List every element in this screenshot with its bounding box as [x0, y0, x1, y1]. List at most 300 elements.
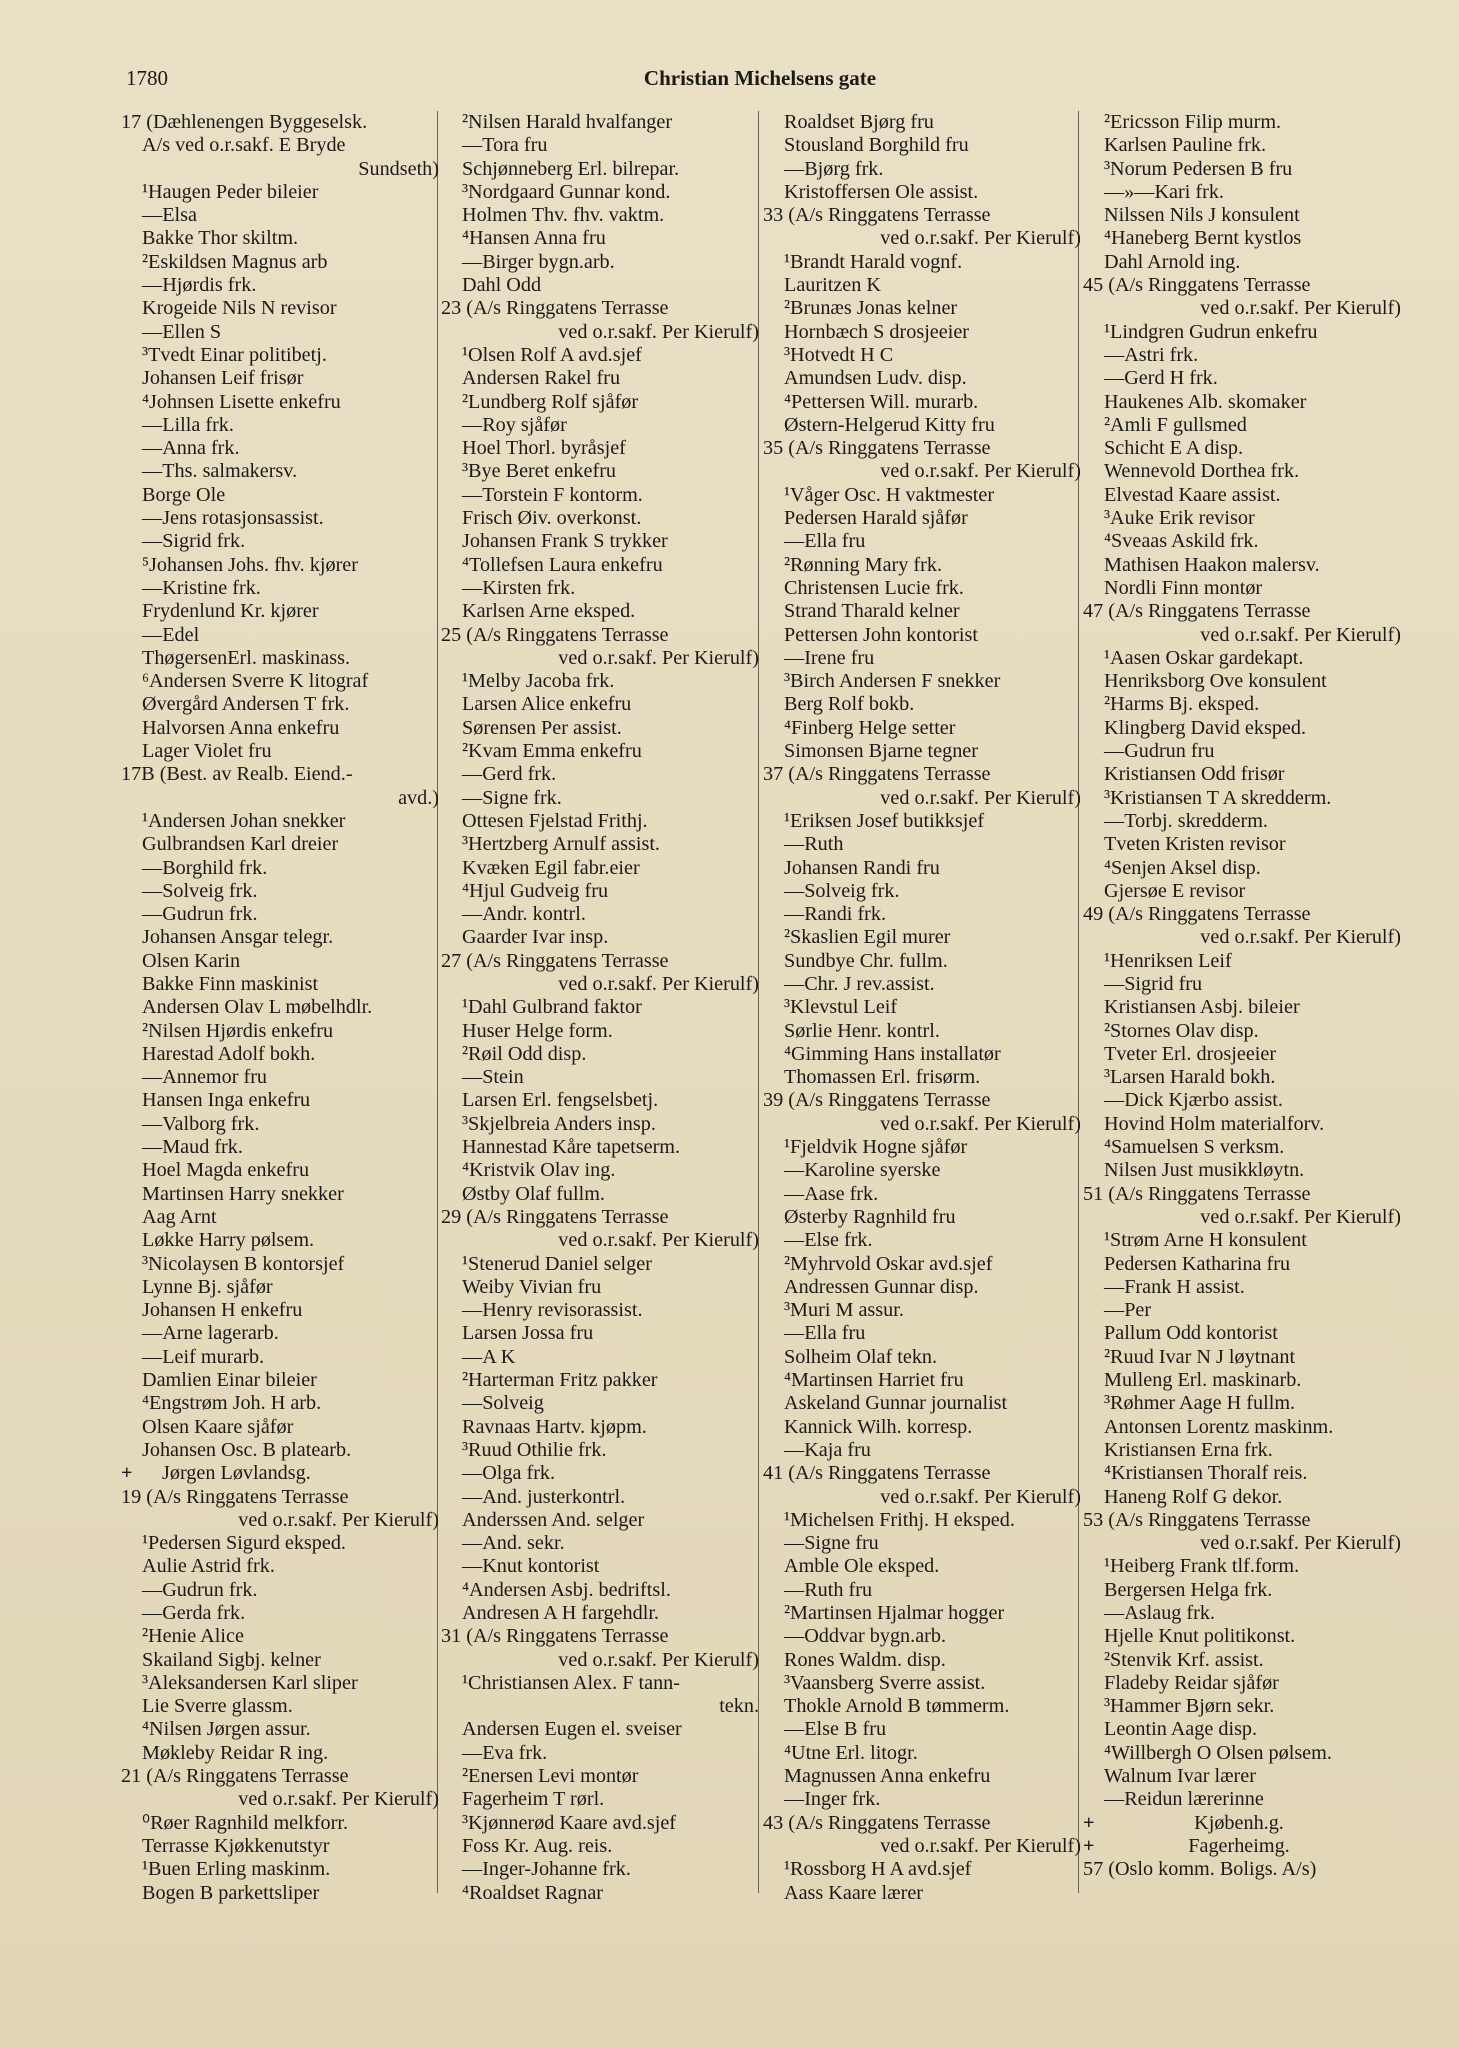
resident-entry: ²Nilsen Harald hvalfanger	[462, 111, 673, 133]
resident-entry: Østern-Helgerud Kitty fru	[784, 413, 995, 436]
resident-entry: —Irene fru	[784, 646, 875, 669]
resident-entry: —Ella fru	[784, 1322, 866, 1345]
resident-entry: ²Skaslien Egil murer	[784, 926, 951, 949]
resident-entry: Kannick Wilh. korresp.	[784, 1415, 973, 1438]
resident-entry: Wennevold Dorthea frk.	[1104, 460, 1300, 483]
owner-continuation: ved o.r.sakf. Per Kierulf)	[558, 972, 759, 995]
resident-entry: ⁴Kristiansen Thoralf reis.	[1104, 1462, 1308, 1485]
column-4	[1083, 111, 1401, 1882]
resident-entry: Lynne Bj. sjåfør	[142, 1275, 273, 1298]
resident-entry: ²Nilsen Hjørdis enkefru	[142, 1019, 334, 1042]
resident-entry: ³Muri M assur.	[784, 1299, 904, 1322]
resident-entry: ¹Heiberg Frank tlf.form.	[1104, 1555, 1300, 1578]
resident-entry: ²Amli F gullsmed	[1104, 413, 1247, 436]
resident-entry: Pallum Odd kontorist	[1104, 1322, 1278, 1345]
resident-entry: —Else B fru	[784, 1718, 887, 1741]
resident-entry: Karlsen Arne eksped.	[462, 600, 636, 623]
resident-entry: Pettersen John kontorist	[784, 623, 979, 646]
address-heading: 47 (A/s Ringgatens Terrasse	[1083, 600, 1311, 623]
resident-entry: Nordli Finn montør	[1104, 576, 1263, 599]
resident-entry: Ravnaas Hartv. kjøpm.	[462, 1415, 647, 1438]
resident-entry: —Else frk.	[784, 1229, 873, 1252]
resident-entry: ²Røil Odd disp.	[462, 1042, 587, 1065]
address-heading: 45 (A/s Ringgatens Terrasse	[1083, 274, 1311, 297]
resident-entry: Aulie Astrid frk.	[142, 1555, 275, 1578]
resident-entry: —Gerd H frk.	[1104, 367, 1218, 390]
resident-entry: —Bjørg frk.	[784, 157, 884, 180]
resident-entry: Andersen Rakel fru	[462, 367, 621, 390]
resident-entry: ⁴Tollefsen Laura enkefru	[462, 553, 663, 576]
resident-entry: ³Nordgaard Gunnar kond.	[462, 180, 671, 203]
resident-entry: —»—Kari frk.	[1104, 180, 1224, 203]
resident-entry: ¹Buen Erling maskinm.	[142, 1858, 331, 1881]
resident-entry: ¹Rossborg H A avd.sjef	[784, 1858, 972, 1881]
resident-entry: Aag Arnt	[142, 1205, 217, 1228]
resident-entry: Larsen Jossa fru	[462, 1322, 594, 1345]
resident-entry: Foss Kr. Aug. reis.	[462, 1834, 613, 1857]
resident-entry: Haneng Rolf G dekor.	[1104, 1485, 1283, 1508]
resident-entry: ⁴Andersen Asbj. bedriftsl.	[462, 1578, 671, 1601]
owner-continuation: ved o.r.sakf. Per Kierulf)	[1200, 926, 1401, 949]
resident-entry: Fagerheim T rørl.	[462, 1788, 605, 1811]
column-3	[763, 111, 1081, 1905]
resident-entry: Møkleby Reidar R ing.	[142, 1741, 329, 1764]
address-heading: 53 (A/s Ringgatens Terrasse	[1083, 1508, 1311, 1531]
resident-entry: ³Nicolaysen B kontorsjef	[142, 1252, 345, 1275]
resident-entry: ³Birch Andersen F snekker	[784, 670, 1001, 693]
resident-entry: ²Rønning Mary frk.	[784, 553, 943, 576]
resident-entry: Martinsen Harry snekker	[142, 1182, 344, 1205]
resident-entry: —Signe frk.	[462, 786, 562, 809]
resident-entry: —Karoline syerske	[784, 1159, 941, 1182]
resident-entry: Halvorsen Anna enkefru	[142, 716, 340, 739]
resident-entry: —Arne lagerarb.	[142, 1322, 279, 1345]
resident-entry: —Frank H assist.	[1104, 1275, 1245, 1298]
resident-entry: Ottesen Fjelstad Frithj.	[462, 809, 648, 832]
resident-entry: —Borghild frk.	[142, 856, 268, 879]
resident-entry: Askeland Gunnar journalist	[784, 1392, 1008, 1415]
resident-entry: Sørensen Per assist.	[462, 716, 622, 739]
resident-entry: —Dick Kjærbo assist.	[1104, 1089, 1283, 1112]
resident-entry: ³Norum Pedersen B fru	[1104, 157, 1293, 180]
resident-entry: —Gerda frk.	[142, 1602, 246, 1624]
owner-continuation: ved o.r.sakf. Per Kierulf)	[1200, 1205, 1401, 1228]
resident-entry: ³Røhmer Aage H fullm.	[1104, 1392, 1296, 1415]
resident-entry: Lie Sverre glassm.	[142, 1695, 293, 1718]
address-heading: 29 (A/s Ringgatens Terrasse	[441, 1205, 669, 1228]
resident-entry: Borge Ole	[142, 483, 226, 506]
address-heading: 27 (A/s Ringgatens Terrasse	[441, 949, 669, 972]
cross-street-name: Jørgen Løvlandsg.	[162, 1462, 311, 1485]
resident-entry: ²Brunæs Jonas kelner	[784, 297, 958, 320]
owner-continuation: ved o.r.sakf. Per Kierulf)	[880, 460, 1081, 483]
resident-entry: Haukenes Alb. skomaker	[1104, 390, 1307, 413]
resident-entry: ¹Melby Jacoba frk.	[462, 670, 615, 693]
resident-entry: Kristiansen Erna frk.	[1104, 1438, 1273, 1461]
resident-entry: Henriksborg Ove konsulent	[1104, 670, 1327, 693]
resident-entry: ³Tvedt Einar politibetj.	[142, 343, 327, 366]
address-heading: 37 (A/s Ringgatens Terrasse	[763, 763, 991, 786]
address-heading: 23 (A/s Ringgatens Terrasse	[441, 297, 669, 320]
resident-entry: —Lilla frk.	[142, 413, 234, 436]
resident-entry: Huser Helge form.	[462, 1019, 613, 1042]
resident-entry: Thomassen Erl. frisørm.	[784, 1066, 981, 1089]
resident-entry: —Reidun lærerinne	[1104, 1788, 1264, 1811]
resident-entry: ³Hammer Bjørn sekr.	[1104, 1695, 1275, 1718]
resident-entry: ThøgersenErl. maskinass.	[142, 646, 350, 669]
resident-entry: —Aslaug frk.	[1104, 1602, 1216, 1624]
resident-entry: ²Harms Bj. eksped.	[1104, 693, 1260, 716]
resident-entry: Frisch Øiv. overkonst.	[462, 507, 642, 530]
resident-entry: —Signe fru	[784, 1532, 879, 1555]
resident-entry: —Henry revisorassist.	[462, 1299, 643, 1322]
resident-entry: —Kaja fru	[784, 1438, 871, 1461]
resident-entry: ¹Stenerud Daniel selger	[462, 1252, 652, 1275]
resident-entry: Antonsen Lorentz maskinm.	[1104, 1415, 1334, 1438]
resident-entry: Hjelle Knut politikonst.	[1104, 1625, 1296, 1648]
resident-entry: Amble Ole eksped.	[784, 1555, 940, 1578]
resident-entry: Østby Olaf fullm.	[462, 1182, 605, 1205]
resident-entry: ²Stornes Olav disp.	[1104, 1019, 1259, 1042]
owner-continuation: tekn.	[719, 1695, 759, 1718]
resident-entry: ¹Lindgren Gudrun enkefru	[1104, 320, 1318, 343]
resident-entry: —Andr. kontrl.	[462, 903, 586, 926]
resident-entry: ²Martinsen Hjalmar hogger	[784, 1602, 1005, 1624]
address-heading: 57 (Oslo komm. Boligs. A/s)	[1083, 1858, 1317, 1881]
resident-entry: —Roy sjåfør	[462, 413, 567, 436]
resident-entry: ¹Aasen Oskar gardekapt.	[1104, 646, 1304, 669]
resident-entry: —Per	[1104, 1299, 1152, 1322]
page-title: Christian Michelsens gate	[643, 66, 877, 90]
cross-street-marker-icon: +	[1083, 1811, 1095, 1834]
resident-entry: Nilsen Just musikkløytn.	[1104, 1159, 1305, 1182]
resident-entry: —Knut kontorist	[462, 1555, 600, 1578]
resident-entry: —A K	[462, 1345, 516, 1368]
resident-entry: Harestad Adolf bokh.	[142, 1042, 316, 1065]
resident-entry: Solheim Olaf tekn.	[784, 1345, 938, 1368]
address-heading: 35 (A/s Ringgatens Terrasse	[763, 437, 991, 460]
resident-entry: Johansen Osc. B platearb.	[142, 1438, 352, 1461]
resident-entry: —Hjørdis frk.	[142, 274, 257, 297]
resident-entry: ²Enersen Levi montør	[462, 1765, 639, 1788]
resident-entry: —Eva frk.	[462, 1741, 548, 1764]
resident-entry: —Torbj. skredderm.	[1104, 809, 1268, 832]
resident-entry: Magnussen Anna enkefru	[784, 1765, 991, 1788]
resident-entry: Pedersen Harald sjåfør	[784, 507, 968, 530]
owner-continuation: ved o.r.sakf. Per Kierulf)	[558, 646, 759, 669]
resident-entry: —Kirsten frk.	[462, 576, 576, 599]
resident-entry: Nilssen Nils J konsulent	[1104, 204, 1300, 227]
resident-entry: ³Larsen Harald bokh.	[1104, 1066, 1276, 1089]
cross-street	[1083, 1812, 1401, 1835]
resident-entry: Mathisen Haakon malersv.	[1104, 553, 1320, 576]
resident-entry: ⁴Pettersen Will. murarb.	[784, 390, 979, 413]
resident-entry: —Oddvar bygn.arb.	[784, 1625, 947, 1648]
resident-entry: ²Henie Alice	[142, 1625, 244, 1648]
resident-entry: Johansen Leif frisør	[142, 367, 304, 390]
resident-entry: Lager Violet fru	[142, 740, 272, 763]
resident-entry: ¹Haugen Peder bileier	[142, 180, 319, 203]
resident-entry: ²Myhrvold Oskar avd.sjef	[784, 1252, 993, 1275]
resident-entry: ⁴Willbergh O Olsen pølsem.	[1104, 1741, 1332, 1764]
resident-entry: ³Skjelbreia Anders insp.	[462, 1112, 656, 1135]
address-heading: 41 (A/s Ringgatens Terrasse	[763, 1462, 991, 1485]
resident-entry: ⁴Roaldset Ragnar	[462, 1881, 604, 1904]
resident-entry: ³Ruud Othilie frk.	[462, 1438, 607, 1461]
resident-entry: ⁰Røer Ragnhild melkforr.	[142, 1811, 349, 1834]
resident-entry: ⁶Andersen Sverre K litograf	[142, 670, 369, 693]
resident-entry: Hoel Magda enkefru	[142, 1159, 310, 1182]
resident-entry: Walnum Ivar lærer	[1104, 1765, 1256, 1788]
resident-entry: —Ruth	[784, 833, 844, 856]
resident-entry: Klingberg David eksped.	[1104, 716, 1307, 739]
resident-entry: Hannestad Kåre tapetserm.	[462, 1136, 681, 1159]
resident-entry: Bogen B parkettsliper	[142, 1881, 320, 1904]
owner-continuation: Sundseth)	[358, 157, 439, 180]
resident-entry: Simonsen Bjarne tegner	[784, 740, 978, 763]
owner-continuation: ved o.r.sakf. Per Kierulf)	[880, 1485, 1081, 1508]
resident-entry: —Randi frk.	[784, 903, 887, 926]
resident-entry: —Kristine frk.	[142, 576, 261, 599]
owner-continuation: ved o.r.sakf. Per Kierulf)	[880, 786, 1081, 809]
owner-continuation: ved o.r.sakf. Per Kierulf)	[880, 227, 1081, 250]
resident-entry: ⁴Senjen Aksel disp.	[1104, 856, 1261, 879]
address-heading: 43 (A/s Ringgatens Terrasse	[763, 1811, 991, 1834]
resident-entry: Larsen Alice enkefru	[462, 693, 632, 716]
resident-entry: Amundsen Ludv. disp.	[784, 367, 967, 390]
resident-entry: —Ella fru	[784, 530, 866, 553]
resident-entry: Løkke Harry pølsem.	[142, 1229, 315, 1252]
resident-entry: ⁴Samuelsen S verksm.	[1104, 1136, 1285, 1159]
resident-entry: Andressen Gunnar disp.	[784, 1275, 979, 1298]
resident-entry: ¹Olsen Rolf A avd.sjef	[462, 343, 642, 366]
owner-continuation: ved o.r.sakf. Per Kierulf)	[238, 1508, 439, 1531]
resident-entry: Fladeby Reidar sjåfør	[1104, 1671, 1279, 1694]
resident-entry: —Gudrun fru	[1104, 740, 1215, 763]
resident-entry: ²Eskildsen Magnus arb	[142, 250, 328, 273]
resident-entry: Johansen Randi fru	[784, 856, 940, 879]
owner-continuation: ved o.r.sakf. Per Kierulf)	[558, 1229, 759, 1252]
resident-entry: —Aase frk.	[784, 1182, 879, 1205]
resident-entry: Johansen Ansgar telegr.	[142, 926, 334, 949]
cross-street-name: Fagerheimg.	[1188, 1834, 1290, 1857]
resident-entry: Gjersøe E revisor	[1104, 879, 1246, 902]
resident-entry: ⁴Sveaas Askild frk.	[1104, 530, 1259, 553]
resident-entry: Kristiansen Odd frisør	[1104, 763, 1285, 786]
resident-entry: Olsen Karin	[142, 949, 241, 972]
resident-entry: —Solveig frk.	[784, 879, 900, 902]
resident-entry: Thokle Arnold B tømmerm.	[784, 1695, 1010, 1718]
owner-continuation: ved o.r.sakf. Per Kierulf)	[880, 1834, 1081, 1857]
resident-entry: —Valborg frk.	[142, 1112, 260, 1135]
resident-entry: ²Ericsson Filip murm.	[1104, 111, 1282, 133]
address-heading: 19 (A/s Ringgatens Terrasse	[121, 1485, 349, 1508]
resident-entry: —Solveig frk.	[142, 879, 258, 902]
resident-entry: ²Stenvik Krf. assist.	[1104, 1648, 1264, 1671]
resident-entry: —Ths. salmakersv.	[142, 460, 298, 483]
resident-entry: ¹Brandt Harald vognf.	[784, 250, 963, 273]
resident-entry: Johansen H enkefru	[142, 1299, 303, 1322]
resident-entry: Tveten Kristen revisor	[1104, 833, 1286, 856]
resident-entry: —Tora fru	[462, 134, 548, 157]
resident-entry: —Olga frk.	[462, 1462, 556, 1485]
address-heading: 21 (A/s Ringgatens Terrasse	[121, 1765, 349, 1788]
resident-entry: —Astri frk.	[1104, 343, 1199, 366]
owner-continuation: avd.)	[398, 786, 439, 809]
resident-entry: ²Harterman Fritz pakker	[462, 1369, 658, 1392]
resident-entry: Sundbye Chr. fullm.	[784, 949, 948, 972]
address-heading: 31 (A/s Ringgatens Terrasse	[441, 1625, 669, 1648]
resident-entry: Kristoffersen Ole assist.	[784, 180, 979, 203]
resident-entry: ⁵Johansen Johs. fhv. kjører	[142, 553, 358, 576]
resident-entry: Bakke Finn maskinist	[142, 972, 319, 995]
resident-entry: —Chr. J rev.assist.	[784, 972, 935, 995]
resident-entry: ¹Fjeldvik Hogne sjåfør	[784, 1136, 968, 1159]
resident-entry: Berg Rolf bokb.	[784, 693, 915, 716]
resident-entry: ⁴Engstrøm Joh. H arb.	[142, 1392, 322, 1415]
resident-entry: Anderssen And. selger	[462, 1508, 645, 1531]
resident-entry: Damlien Einar bileier	[142, 1369, 317, 1392]
resident-entry: Dahl Odd	[462, 274, 542, 297]
owner-continuation: ved o.r.sakf. Per Kierulf)	[558, 1648, 759, 1671]
resident-entry: —Sigrid fru	[1104, 972, 1203, 995]
resident-entry: ¹Strøm Arne H konsulent	[1104, 1229, 1307, 1252]
resident-entry: Roaldset Bjørg fru	[784, 111, 934, 133]
resident-entry: Hornbæch S drosjeeier	[784, 320, 970, 343]
resident-entry: ¹Våger Osc. H vaktmester	[784, 483, 995, 506]
resident-entry: Lauritzen K	[784, 274, 881, 297]
resident-entry: ⁴Johnsen Lisette enkefru	[142, 390, 341, 413]
resident-entry: —Inger frk.	[784, 1788, 881, 1811]
resident-entry: Bakke Thor skiltm.	[142, 227, 299, 250]
resident-entry: ¹Pedersen Sigurd eksped.	[142, 1532, 346, 1555]
resident-entry: Gulbrandsen Karl dreier	[142, 833, 339, 856]
resident-entry: —Gudrun frk.	[142, 903, 258, 926]
resident-entry: ³Hertzberg Arnulf assist.	[462, 833, 660, 856]
resident-entry: —Ellen S	[142, 320, 222, 343]
resident-entry: —And. justerkontrl.	[462, 1485, 626, 1508]
resident-entry: ⁴Nilsen Jørgen assur.	[142, 1718, 311, 1741]
resident-entry: ⁴Gimming Hans installatør	[784, 1042, 1001, 1065]
resident-entry: Østerby Ragnhild fru	[784, 1205, 956, 1228]
resident-entry: ¹Henriksen Leif	[1104, 949, 1232, 972]
resident-entry: ²Kvam Emma enkefru	[462, 740, 642, 763]
cross-street-marker-icon: +	[121, 1462, 133, 1485]
resident-entry: ³Bye Beret enkefru	[462, 460, 617, 483]
address-heading: 17 (Dæhlenengen Byggeselsk.	[121, 111, 368, 133]
resident-entry: Pedersen Katharina fru	[1104, 1252, 1291, 1275]
resident-entry: —Torstein F kontorm.	[462, 483, 643, 506]
resident-entry: Hovind Holm materialforv.	[1104, 1112, 1325, 1135]
resident-entry: Øvergård Andersen T frk.	[142, 693, 350, 716]
cross-street	[1083, 1835, 1401, 1858]
resident-entry: —Annemor fru	[142, 1066, 268, 1089]
resident-entry: Mulleng Erl. maskinarb.	[1104, 1369, 1302, 1392]
resident-entry: ⁴Haneberg Bernt kystlos	[1104, 227, 1302, 250]
resident-entry: ²Ruud Ivar N J løytnant	[1104, 1345, 1296, 1368]
resident-entry: Johansen Frank S trykker	[462, 530, 668, 553]
resident-entry: ¹Dahl Gulbrand faktor	[462, 996, 642, 1019]
resident-entry: —Jens rotasjonsassist.	[142, 507, 324, 530]
resident-entry: ³Auke Erik revisor	[1104, 507, 1255, 530]
resident-entry: Schjønneberg Erl. bilrepar.	[462, 157, 680, 180]
resident-entry: A/s ved o.r.sakf. E Bryde	[142, 134, 346, 157]
resident-entry: Schicht E A disp.	[1104, 437, 1244, 460]
address-heading: 25 (A/s Ringgatens Terrasse	[441, 623, 669, 646]
resident-entry: —Ruth fru	[784, 1578, 873, 1601]
cross-street	[121, 1462, 439, 1485]
resident-entry: —Leif murarb.	[142, 1345, 265, 1368]
resident-entry: Andresen A H fargehdlr.	[462, 1602, 659, 1624]
owner-continuation: ved o.r.sakf. Per Kierulf)	[1200, 297, 1401, 320]
resident-entry: ¹Christiansen Alex. F tann-	[462, 1671, 681, 1694]
resident-entry: ¹Eriksen Josef butikksjef	[784, 809, 985, 832]
resident-entry: Dahl Arnold ing.	[1104, 250, 1241, 273]
resident-entry: Aass Kaare lærer	[784, 1881, 924, 1904]
resident-entry: ⁴Finberg Helge setter	[784, 716, 956, 739]
address-heading: 51 (A/s Ringgatens Terrasse	[1083, 1182, 1311, 1205]
owner-continuation: ved o.r.sakf. Per Kierulf)	[880, 1112, 1081, 1135]
owner-continuation: ved o.r.sakf. Per Kierulf)	[1200, 1532, 1401, 1555]
resident-entry: —Solveig	[462, 1392, 544, 1415]
resident-entry: Krogeide Nils N revisor	[142, 297, 337, 320]
resident-entry: Sørlie Henr. kontrl.	[784, 1019, 940, 1042]
resident-entry: Elvestad Kaare assist.	[1104, 483, 1281, 506]
resident-entry: ³Vaansberg Sverre assist.	[784, 1671, 986, 1694]
address-heading: 17B (Best. av Realb. Eiend.-	[121, 763, 353, 786]
column-2	[441, 111, 759, 1905]
resident-entry: ³Kjønnerød Kaare avd.sjef	[462, 1811, 677, 1834]
resident-entry: —And. sekr.	[462, 1532, 565, 1555]
resident-entry: Holmen Thv. fhv. vaktm.	[462, 204, 665, 227]
column-1	[121, 111, 439, 1905]
cross-street-marker-icon: +	[1083, 1834, 1095, 1857]
resident-entry: Larsen Erl. fengselsbetj.	[462, 1089, 659, 1112]
resident-entry: Gaarder Ivar insp.	[462, 926, 609, 949]
address-heading: 33 (A/s Ringgatens Terrasse	[763, 204, 991, 227]
owner-continuation: ved o.r.sakf. Per Kierulf)	[1200, 623, 1401, 646]
cross-street-name: Kjøbenh.g.	[1194, 1811, 1284, 1834]
resident-entry: —Birger bygn.arb.	[462, 250, 615, 273]
resident-entry: —Inger-Johanne frk.	[462, 1858, 631, 1881]
resident-entry: Stousland Borghild fru	[784, 134, 969, 157]
resident-entry: —Gerd frk.	[462, 763, 557, 786]
resident-entry: ⁴Utne Erl. litogr.	[784, 1741, 918, 1764]
resident-entry: ⁴Martinsen Harriet fru	[784, 1369, 964, 1392]
resident-entry: ³Aleksandersen Karl sliper	[142, 1671, 358, 1694]
resident-entry: —Maud frk.	[142, 1136, 243, 1159]
resident-entry: Rones Waldm. disp.	[784, 1648, 946, 1671]
resident-entry: ³Kristiansen T A skredderm.	[1104, 786, 1332, 809]
resident-entry: Kvæken Egil fabr.eier	[462, 856, 640, 879]
resident-entry: ³Hotvedt H C	[784, 343, 894, 366]
resident-entry: —Sigrid frk.	[142, 530, 246, 553]
resident-entry: Weiby Vivian fru	[462, 1275, 602, 1298]
resident-entry: Skailand Sigbj. kelner	[142, 1648, 321, 1671]
resident-entry: Andersen Eugen el. sveiser	[462, 1718, 682, 1741]
resident-entry: Bergersen Helga frk.	[1104, 1578, 1273, 1601]
resident-entry: Strand Tharald kelner	[784, 600, 960, 623]
resident-entry: Terrasse Kjøkkenutstyr	[142, 1834, 330, 1857]
resident-entry: Andersen Olav L møbelhdlr.	[142, 996, 373, 1019]
resident-entry: ⁴Hjul Gudveig fru	[462, 879, 609, 902]
resident-entry: Leontin Aage disp.	[1104, 1718, 1258, 1741]
resident-entry: ⁴Hansen Anna fru	[462, 227, 606, 250]
resident-entry: Olsen Kaare sjåfør	[142, 1415, 294, 1438]
resident-entry: ¹Michelsen Frithj. H eksped.	[784, 1508, 1015, 1531]
resident-entry: ²Lundberg Rolf sjåfør	[462, 390, 639, 413]
resident-entry: ³Klevstul Leif	[784, 996, 898, 1019]
